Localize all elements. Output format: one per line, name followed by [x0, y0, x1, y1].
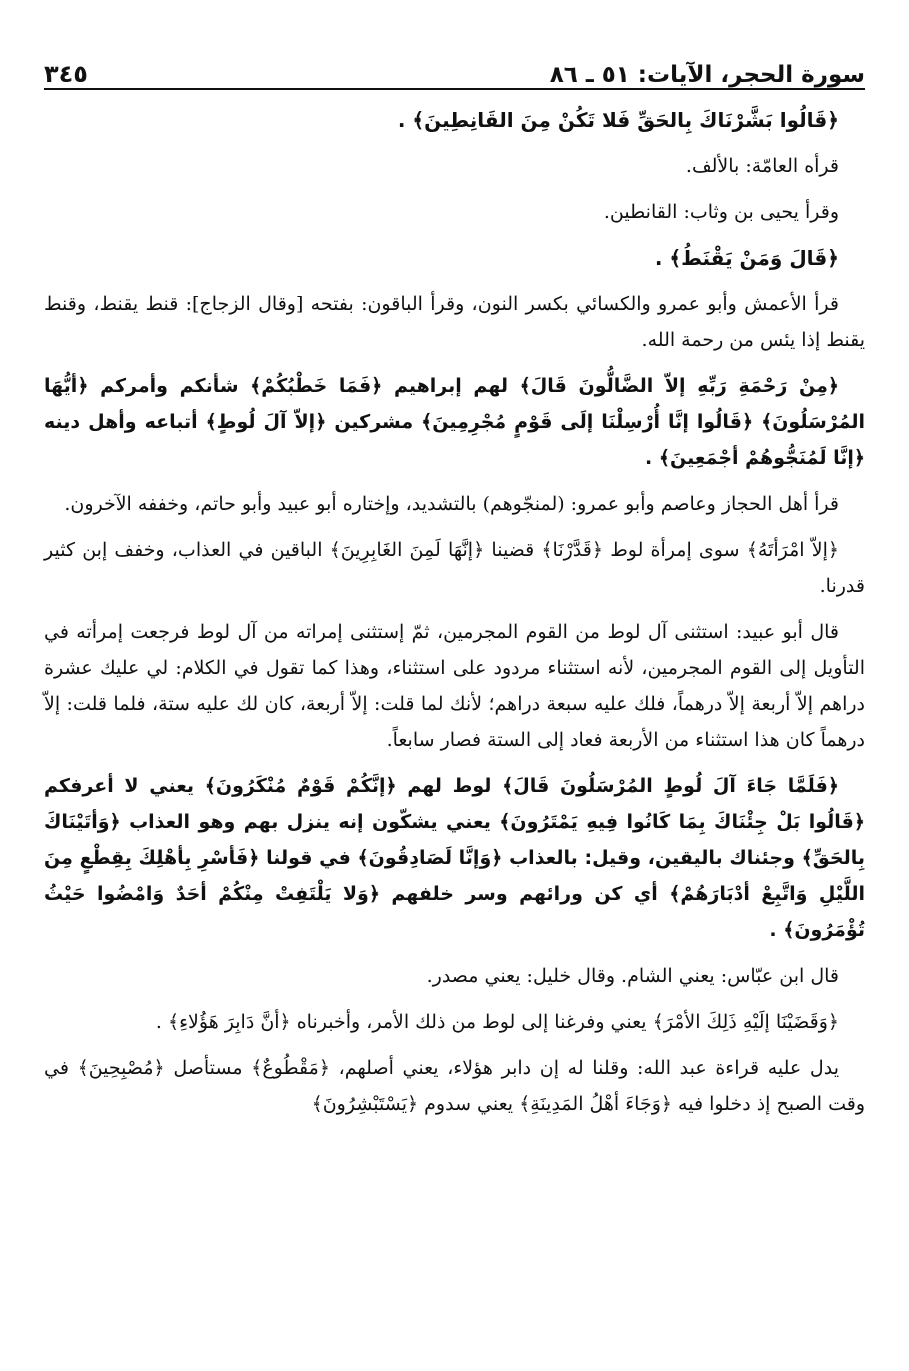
- paragraph: قال ابن عبّاس: يعني الشام. وقال خليل: يعني مصدر.: [426, 965, 839, 987]
- paragraph: قرأ الأعمش وأبو عمرو والكسائي بكسر النون، وقرأ الباقون: بفتحه [وقال الزجاج]: قنط يقنط، وقنط يقنط إذا يئس من رحمة الله.: [44, 293, 865, 351]
- page-header: [44, 40, 865, 90]
- paragraph: قال أبو عبيد: استثنى آل لوط من القوم المجرمين، ثمّ إستثنى إمراته من آل لوط فرجعت إمرأته في التأويل إلى القوم المجرمين، لأنه استثناء مردود على استثناء، وهذا كما تقول في الكلام: لي عليك عشرة دراهم إلاّ أربعة إلاّ درهماً، فلك عليه سبعة دراهم؛ لأنك لما قلت: إلاّ أربعة، كان لك عليه ستة، فلما قلت: إلاّ درهماً كان هذا استثناء من الأربعة فعاد إلى الستة فصار سابعاً.: [44, 621, 865, 751]
- paragraph: يدل عليه قراءة عبد الله: وقلنا له إن دابر هؤلاء، يعني أصلهم، ﴿مَقْطُوعٌ﴾ مستأصل ﴿مُصْبِحِينَ﴾ في وقت الصبح إذ دخلوا فيه ﴿وَجَاءَ أهْلُ المَدِينَةِ﴾ يعني سدوم ﴿يَسْتَبْشِرُونَ﴾: [44, 1057, 865, 1115]
- paragraph: قرأ أهل الحجاز وعاصم وأبو عمرو: (لمنجّوهم) بالتشديد، وإختاره أبو عبيد وأبو حاتم، وخففه الآخرون.: [64, 493, 839, 515]
- paragraph: ﴿مِنْ رَحْمَةِ رَبِّهِ إلاّ الضَّالُّونَ قَالَ﴾ لهم إبراهيم ﴿فَمَا خَطْبُكُمْ﴾ شأنكم وأمركم ﴿أيُّهَا المُرْسَلُونَ﴾ ﴿قَالُوا إنَّا أُرْسِلْنَا إلَى قَوْمٍ مُجْرِمِينَ﴾ مشركين ﴿إلاّ آلَ لُوطٍ﴾ أتباعه وأهل دينه ﴿إنَّا لَمُنَجُّوهُمْ أجْمَعِينَ﴾ .: [44, 375, 865, 469]
- page-number: ٣٤٥: [44, 60, 88, 88]
- paragraph: قرأه العامّة: بالألف.: [685, 155, 839, 177]
- paragraph: ﴿إلاّ امْرَأتَهُ﴾ سوى إمرأة لوط ﴿قَدَّرْنَا﴾ قضينا ﴿إنَّهَا لَمِنَ الغَابِرِينَ﴾ الباقين في العذاب، وخفف إبن كثير قدرنا.: [44, 539, 865, 597]
- paragraph: ﴿قَالُوا بَشَّرْنَاكَ بِالحَقِّ فَلا تَكُنْ مِنَ القَانِطِينَ﴾ .: [397, 108, 839, 132]
- paragraph: ﴿فَلَمَّا جَاءَ آلَ لُوطٍ المُرْسَلُونَ قَالَ﴾ لوط لهم ﴿إنَّكُمْ قَوْمٌ مُنْكَرُونَ﴾ يعني لا أعرفكم ﴿قَالُوا بَلْ جِئْنَاكَ بِمَا كَانُوا فِيهِ يَمْتَرُونَ﴾ يعني يشكّون إنه ينزل بهم وهو العذاب ﴿وَأتَيْنَاكَ بِالحَقِّ﴾ وجئناك باليقين، وقيل: بالعذاب ﴿وَإنَّا لَصَادِقُونَ﴾ في قولنا ﴿فَأسْرِ بِأهْلِكَ بِقِطْعٍ مِنَ اللَّيْلِ وَاتَّبِعْ أدْبَارَهُمْ﴾ أي كن ورائهم وسر خلفهم ﴿وَلا يَلْتَفِتْ مِنْكُمْ أحَدٌ وَامْضُوا حَيْثُ تُؤْمَرُونَ﴾ .: [44, 775, 865, 941]
- paragraph: وقرأ يحيى بن وثاب: القانطين.: [603, 201, 839, 223]
- running-title: سورة الحجر، الآيات: ٥١ ـ ٨٦: [549, 62, 865, 88]
- paragraph: ﴿وَقَضَيْنَا إلَيْهِ ذَلِكَ الأمْرَ﴾ يعني وفرغنا إلى لوط من ذلك الأمر، وأخبرناه ﴿أنَّ دَابِرَ هَؤُلاءِ﴾ .: [155, 1011, 839, 1033]
- paragraph: ﴿قَالَ وَمَنْ يَقْنَطُ﴾ .: [654, 246, 839, 270]
- page-body: [44, 102, 865, 1122]
